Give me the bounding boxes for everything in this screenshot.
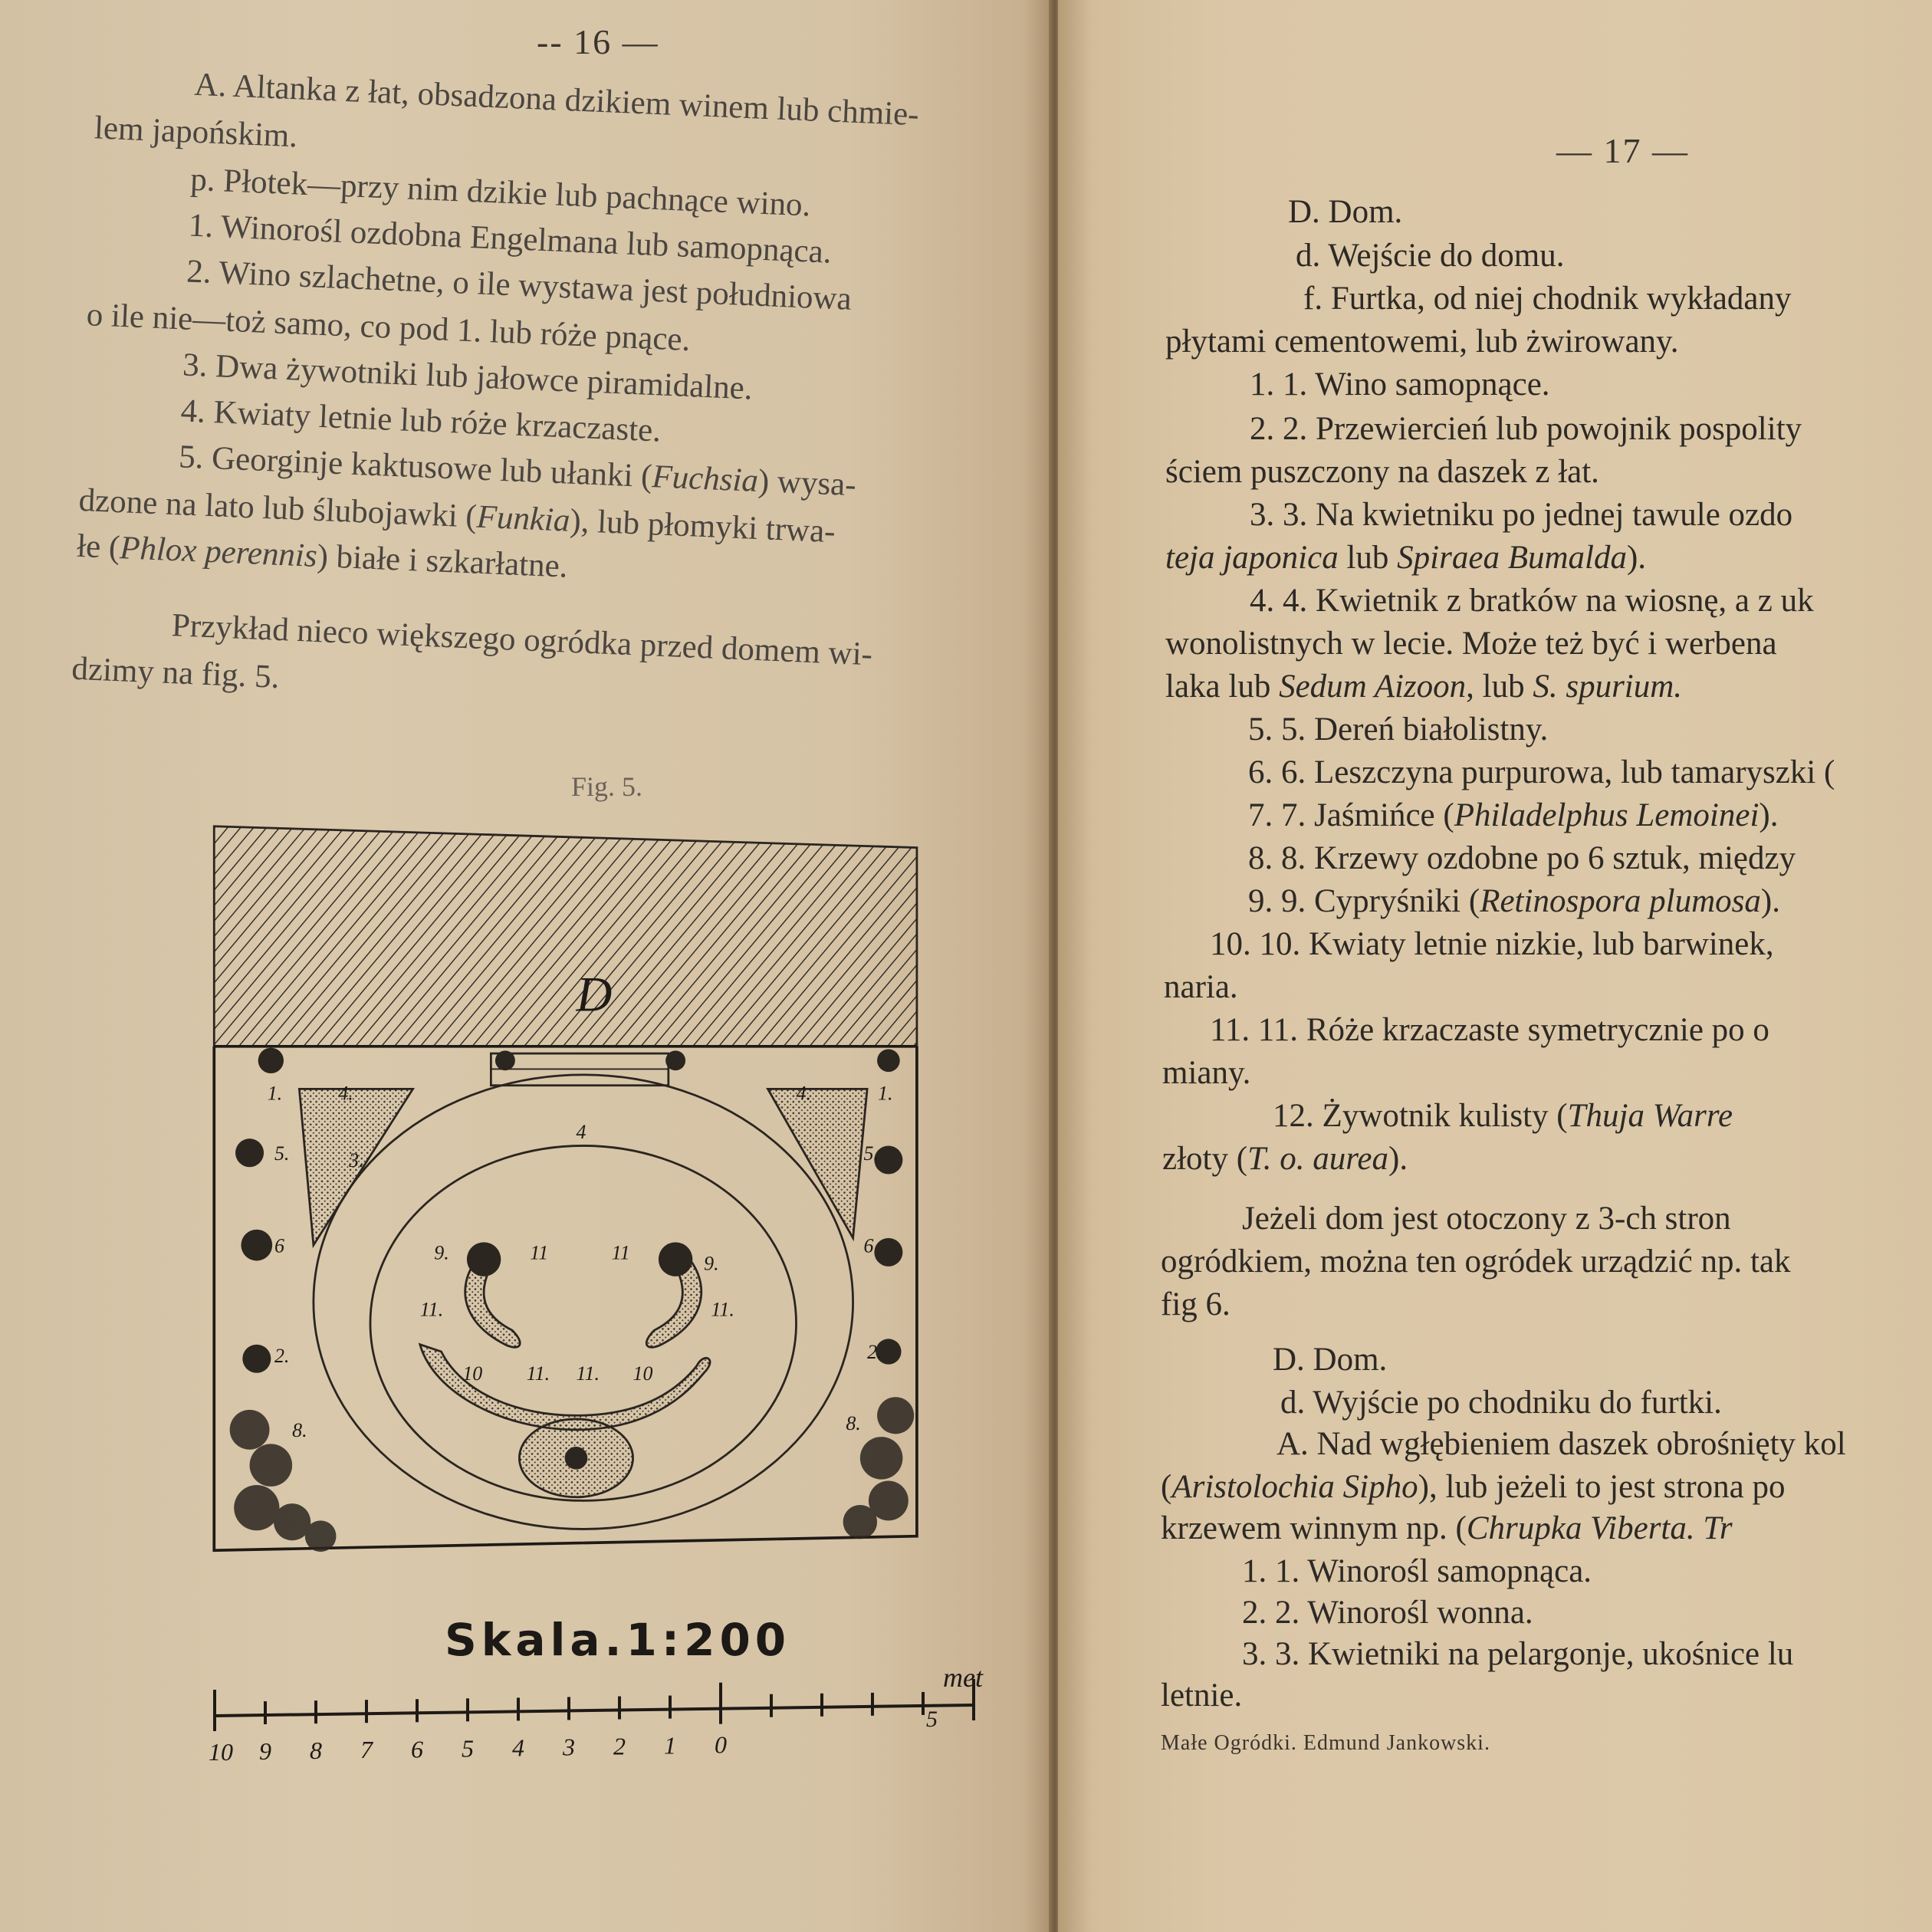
text-run: ( (1161, 1469, 1172, 1505)
house-label: D (576, 967, 613, 1023)
svg-text:11: 11 (530, 1241, 549, 1264)
text-run: 5. Georginje kaktusowe lub ułanki ( (178, 439, 653, 495)
book-footer: Małe Ogródki. Edmund Jankowski. (1161, 1731, 1490, 1755)
svg-text:11.: 11. (419, 1298, 444, 1321)
text-line (1276, 1428, 1846, 1460)
text-run: 2. 2. Winorośl wonna. (1242, 1595, 1533, 1631)
scale-bar (192, 1648, 1020, 1779)
italic-run: Philadelphus Lemoinei (1454, 797, 1760, 833)
text-line (1165, 455, 1599, 488)
text-line (1248, 713, 1548, 746)
text-run: ). (1760, 883, 1780, 919)
text-run: 7. 7. Jaśmińce ( (1248, 797, 1454, 833)
text-run: fig 6. (1161, 1286, 1230, 1322)
page-number: -- 16 — (537, 22, 659, 61)
text-run: ) białe i szkarłatne. (316, 537, 569, 585)
central-flower-bed (420, 1345, 710, 1430)
svg-text:1.: 1. (267, 1082, 283, 1105)
text-run: A. Altanka z łat, obsadzona dzikiem winem lub chmie- (193, 66, 920, 133)
text-run: 1. Winorośl ozdobna Engelmana lub samopnąca. (187, 207, 833, 271)
text-run: lem japońskim. (94, 110, 299, 155)
text-line (1210, 1014, 1769, 1046)
text-line (194, 68, 920, 132)
figure-caption: Fig. 5. (571, 771, 643, 802)
text-line (1161, 1245, 1791, 1278)
text-run: wonolistnych w lecie. Może też być i werbena (1165, 626, 1777, 662)
text-line (76, 527, 569, 585)
text-line (1242, 1202, 1731, 1235)
svg-text:8.: 8. (292, 1419, 307, 1442)
text-line (1161, 1288, 1230, 1321)
text-run: naria. (1164, 969, 1238, 1005)
text-run: ). (1626, 540, 1647, 576)
svg-text:2.: 2. (274, 1344, 290, 1367)
italic-run: Aristolochia Sipho (1171, 1469, 1418, 1505)
text-run: 3. 3. Na kwietniku po jednej tawule ozdo (1250, 497, 1793, 533)
text-line (85, 297, 692, 359)
text-line (1250, 584, 1814, 617)
text-run: 9. 9. Cypryśniki ( (1248, 883, 1480, 919)
text-line (1161, 1470, 1786, 1503)
svg-text:11.: 11. (576, 1362, 600, 1385)
text-run: ściem puszczony na daszek z łat. (1165, 454, 1599, 490)
shrub-cluster-left (230, 1410, 337, 1552)
scale-tick-label: 3 (563, 1733, 575, 1761)
text-line (1296, 239, 1564, 272)
text-run: krzewem winnym np. ( (1161, 1510, 1467, 1546)
text-line (1165, 541, 1646, 574)
text-line (1161, 1512, 1733, 1545)
scale-tick-label: 6 (411, 1735, 423, 1763)
text-run: d. Wyjście po chodniku do furtki. (1280, 1385, 1722, 1421)
text-run: miany. (1162, 1055, 1251, 1091)
text-run: d. Wejście do domu. (1296, 238, 1565, 274)
text-run: 12. Żywotnik kulisty ( (1273, 1098, 1568, 1134)
text-run: 3. 3. Kwietniki na pelargonje, ukośnice lu (1242, 1636, 1794, 1672)
text-run: f. Furtka, od niej chodnik wykładany (1303, 281, 1792, 317)
text-line (1161, 1679, 1242, 1712)
svg-text:8.: 8. (846, 1411, 861, 1434)
text-run: 10. 10. Kwiaty letnie nizkie, lub barwinek, (1210, 926, 1774, 962)
svg-text:9.: 9. (704, 1252, 719, 1275)
svg-text:5.: 5. (274, 1142, 290, 1165)
svg-text:5.: 5. (863, 1142, 879, 1165)
page-number: — 17 — (1556, 131, 1689, 170)
text-run: 6. 6. Leszczyna purpurowa, lub tamaryszki ( (1248, 754, 1835, 790)
scale-title: Skala.1:200 (445, 1614, 791, 1666)
italic-run: Retinospora plumosa (1480, 883, 1761, 919)
text-run: Jeżeli dom jest otoczony z 3-ch stron (1242, 1201, 1731, 1237)
text-run: ), lub jeżeli to jest strona po (1418, 1469, 1786, 1505)
text-line (180, 394, 662, 447)
text-line (1248, 756, 1835, 789)
text-run: dzimy na fig. 5. (71, 650, 281, 696)
svg-text:4.: 4. (796, 1082, 811, 1105)
italic-run: Fuchsia (651, 458, 759, 499)
text-line (1242, 1596, 1533, 1629)
scale-tick-label: 4 (512, 1733, 524, 1762)
italic-run: Spiraea Bumalda (1397, 540, 1627, 576)
italic-run: Phlox perennis (119, 530, 318, 574)
text-line (1165, 627, 1777, 660)
text-run: , lub (1466, 669, 1533, 705)
text-line (1303, 282, 1792, 315)
text-line (1248, 842, 1796, 875)
text-run: ). (1759, 797, 1779, 833)
text-line (1165, 670, 1682, 703)
text-run: 4. Kwiaty letnie lub róże krzaczaste. (179, 393, 662, 449)
scale-tick-label: 9 (259, 1737, 271, 1766)
text-line (1248, 885, 1780, 918)
svg-text:10: 10 (462, 1362, 483, 1385)
text-run: 3. Dwa żywotniki lub jałowce piramidalne. (182, 347, 754, 407)
text-line (1288, 196, 1402, 228)
svg-text:11.: 11. (526, 1362, 550, 1385)
svg-text:10: 10 (632, 1362, 653, 1385)
italic-run: Chrupka Viberta. Tr (1466, 1510, 1733, 1546)
text-run: laka lub (1165, 669, 1280, 705)
svg-text:4.: 4. (338, 1082, 353, 1105)
svg-text:3.: 3. (349, 1149, 364, 1172)
text-line (1242, 1638, 1793, 1671)
house-area (214, 826, 917, 1046)
svg-text:4: 4 (576, 1121, 586, 1144)
text-line (1250, 412, 1802, 445)
scale-tick-label: 2 (613, 1732, 626, 1760)
svg-text:6: 6 (274, 1234, 284, 1257)
italic-run: S. spurium. (1533, 669, 1683, 705)
text-line (1164, 971, 1238, 1004)
text-run: płytami cementowemi, lub żwirowany. (1165, 324, 1679, 360)
svg-text:2.: 2. (867, 1341, 882, 1364)
italic-run: Thuja Warre (1567, 1098, 1733, 1134)
italic-run: teja japonica (1165, 540, 1339, 576)
text-run: 1. 1. Winorośl samopnąca. (1242, 1553, 1592, 1589)
text-run: D. Dom. (1288, 194, 1403, 230)
text-run: p. Płotek—przy nim dzikie lub pachnące wino. (189, 161, 812, 224)
text-line (1250, 368, 1550, 401)
text-run: D. Dom. (1273, 1342, 1388, 1378)
text-run: o ile nie—toż samo, co pod 1. lub róże pnące. (85, 297, 692, 359)
text-line (71, 652, 281, 694)
garden-plan-figure (207, 805, 974, 1572)
scale-baseline (215, 1705, 974, 1716)
svg-text:9.: 9. (434, 1241, 449, 1264)
text-line (1162, 1142, 1408, 1175)
text-line (1210, 928, 1774, 961)
text-run: letnie. (1161, 1677, 1243, 1714)
text-run: ). (1388, 1141, 1408, 1177)
text-run: ) wysa- (757, 462, 857, 504)
scale-tick-label: 5 (462, 1734, 474, 1763)
corner-bed-right (767, 1089, 867, 1237)
text-run: 1. 1. Wino samopnące. (1250, 366, 1550, 402)
scale-tick-label: 7 (360, 1736, 373, 1764)
text-line (1248, 799, 1778, 832)
text-run: złoty ( (1162, 1141, 1248, 1177)
text-run: 5. 5. Dereń białolistny. (1248, 711, 1549, 748)
scale-tick-label: 10 (209, 1738, 233, 1766)
text-run: 2. 2. Przewiercień lub powojnik pospolity (1250, 411, 1802, 447)
text-line (1165, 325, 1679, 358)
text-run: ), lub płomyki trwa- (569, 502, 836, 550)
text-run: lub (1338, 540, 1398, 576)
svg-text:1.: 1. (878, 1082, 893, 1105)
text-run: łe ( (76, 527, 121, 567)
text-line (1280, 1386, 1722, 1419)
scale-right-end: 5 (926, 1707, 938, 1732)
text-line (1162, 1056, 1250, 1089)
italic-run: Sedum Aizoon (1279, 669, 1467, 705)
right-page (1058, 0, 1932, 1932)
text-run: A. Nad wgłębieniem daszek obrośnięty kol (1276, 1426, 1846, 1462)
svg-text:11: 11 (611, 1241, 630, 1264)
text-line (1250, 498, 1792, 531)
scale-tick-label: 8 (310, 1737, 322, 1765)
scale-unit: met (943, 1662, 983, 1693)
text-line (1242, 1555, 1592, 1588)
text-run: 2. Wino szlachetne, o ile wystawa jest południowa (186, 253, 853, 317)
scale-tick-label: 0 (715, 1730, 727, 1759)
text-line (94, 111, 298, 153)
text-run: ogródkiem, można ten ogródek urządzić np. tak (1161, 1244, 1791, 1280)
text-run: 11. 11. Róże krzaczaste symetrycznie po o (1210, 1012, 1769, 1048)
text-run: dzone na lato lub ślubojawki ( (77, 481, 478, 535)
svg-text:6: 6 (863, 1234, 874, 1257)
text-line (1273, 1099, 1733, 1132)
scale-tick-label: 1 (664, 1731, 676, 1760)
italic-run: Funkia (475, 498, 571, 539)
svg-text:11.: 11. (711, 1298, 734, 1321)
italic-run: T. o. aurea (1247, 1141, 1389, 1177)
text-run: Przykład nieco większego ogródka przed domem wi- (171, 607, 873, 673)
text-run: 8. 8. Krzewy ozdobne po 6 sztuk, między (1248, 840, 1796, 876)
text-line (1273, 1343, 1387, 1376)
text-run: 4. 4. Kwietnik z bratków na wiosnę, a z uk (1250, 583, 1814, 619)
